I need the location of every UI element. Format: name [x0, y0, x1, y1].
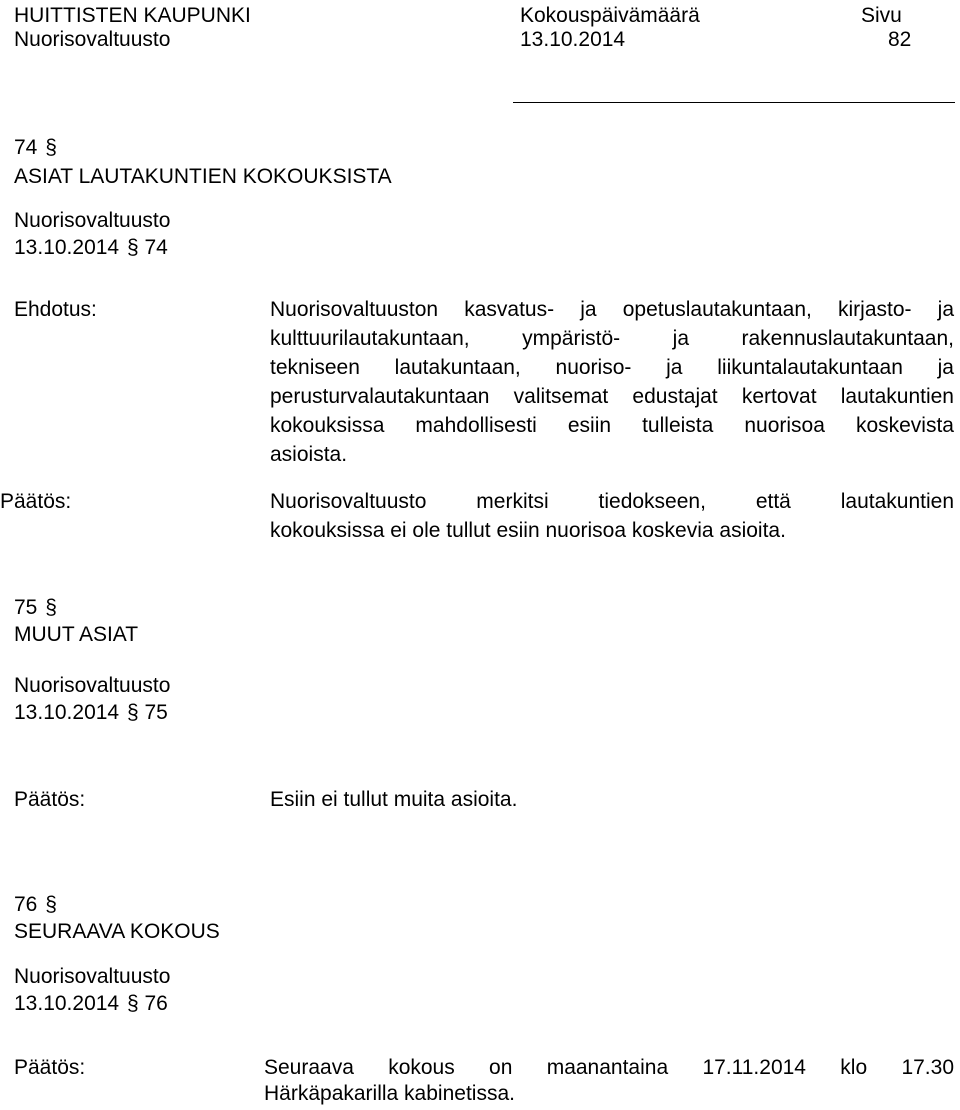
header-organization: HUITTISTEN KAUPUNKI [14, 4, 251, 27]
section-76-heading [14, 892, 220, 1018]
text-line: Nuorisovaltuuston kasvatus- ja opetuslautakuntaan, kirjasto- ja [270, 298, 954, 321]
text-line: kokouksissa ei ole tullut esiin nuorisoa koskevia asioita. [270, 519, 786, 542]
text-line: kokouksissa mahdollisesti esiin tulleista nuorisoa koskevista [270, 414, 954, 437]
text-line: Härkäpakarilla kabinetissa. [264, 1082, 515, 1105]
section-title: SEURAAVA KOKOUS [14, 920, 220, 943]
section-sign: § [45, 893, 57, 916]
section-sign: § [126, 701, 139, 724]
text-line: asioista. [270, 443, 348, 466]
section-ref-number: 74 [144, 236, 168, 259]
section-sign: § [126, 236, 139, 259]
section-ref-number: 76 [144, 992, 168, 1015]
header-date-label: Kokouspäivämäärä [520, 4, 700, 27]
section-sign: § [45, 136, 57, 159]
header-body: Nuorisovaltuusto [14, 28, 171, 51]
section-number: 76 [14, 893, 38, 916]
header-date: 13.10.2014 [520, 28, 626, 51]
section-title: MUUT ASIAT [14, 623, 139, 646]
section-ref-date: 13.10.2014 [14, 236, 120, 259]
entry-label-paatos: Päätös: [0, 490, 72, 513]
section-ref-number: 75 [144, 701, 168, 724]
section-74-heading [14, 135, 392, 262]
section-ref-date: 13.10.2014 [14, 701, 120, 724]
section-sign: § [45, 596, 57, 619]
text-line: kulttuurilautakuntaan, ympäristö- ja rakennuslautakuntaan, [270, 327, 954, 350]
section-organ: Nuorisovaltuusto [14, 674, 171, 697]
section-number: 74 [14, 136, 38, 159]
header-page-number: 82 [888, 28, 912, 51]
section-sign: § [126, 992, 139, 1015]
header-divider [513, 102, 955, 103]
section-title: ASIAT LAUTAKUNTIEN KOKOUKSISTA [14, 165, 392, 188]
section-number: 75 [14, 596, 38, 619]
entry-text-paatos: Esiin ei tullut muita asioita. [270, 788, 518, 811]
entry-text-paatos [264, 1055, 954, 1110]
entry-label-ehdotus: Ehdotus: [14, 298, 97, 321]
text-line: Seuraava kokous on maanantaina 17.11.2014 klo 17.30 [264, 1056, 954, 1079]
entry-label-paatos: Päätös: [14, 1056, 86, 1079]
text-line: Nuorisovaltuusto merkitsi tiedokseen, että lautakuntien [270, 490, 954, 513]
section-organ: Nuorisovaltuusto [14, 209, 171, 232]
section-organ: Nuorisovaltuusto [14, 965, 171, 988]
text-line: tekniseen lautakuntaan, nuoriso- ja liikuntalautakuntaan ja [270, 356, 954, 379]
entry-text-paatos [270, 489, 954, 547]
entry-text-ehdotus [270, 297, 954, 471]
section-ref-date: 13.10.2014 [14, 992, 120, 1015]
header-page-label: Sivu [861, 4, 902, 27]
text-line: perusturvalautakuntaan valitsemat edustajat kertovat lautakuntien [270, 385, 954, 408]
entry-label-paatos: Päätös: [14, 788, 86, 811]
section-75-heading [14, 595, 170, 727]
